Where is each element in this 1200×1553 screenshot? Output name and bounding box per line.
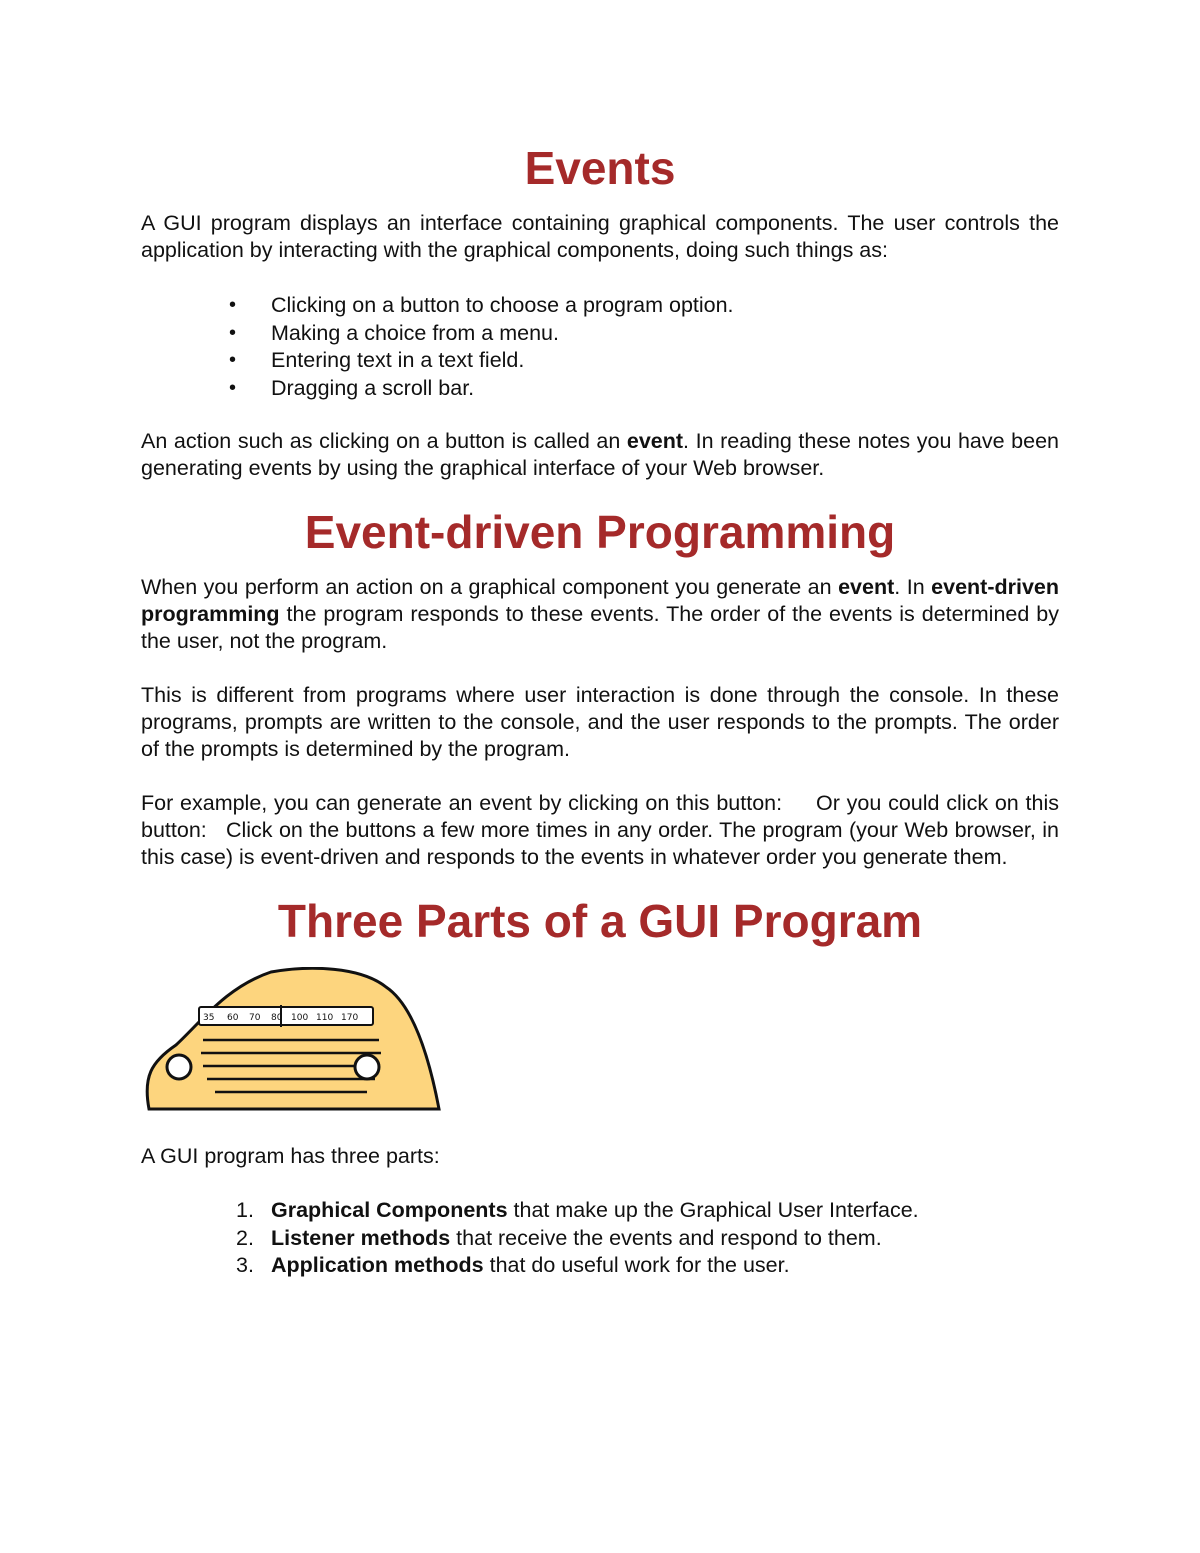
right-knob [355,1055,379,1079]
event-driven-p2: This is different from programs where user interaction is done through the console. In these programs, prompts are written to the console, and the user responds to the prompts. The order of the prompts is determined by the program. [141,683,1059,761]
list-item: • Making a choice from a menu. [141,320,1059,348]
dial-label: 170 [341,1013,359,1023]
parts-list [141,1197,1059,1280]
list-item: • Dragging a scroll bar. [141,375,1059,403]
dial-label: 80 [271,1013,283,1023]
list-item: 2. Listener methods that receive the events and respond to them. [236,1225,882,1250]
list-item: • Clicking on a button to choose a program option. [141,292,1059,320]
list-item: 1. Graphical Components that make up the Graphical User Interface. [236,1198,919,1222]
event-driven-p3: For example, you can generate an event by clicking on this button: Or you could click on this button: Click on the buttons a few more times in any order. The program (your Web browser, in this case) is event-driven and responds to the events in whatever order you generate them. [141,791,1065,869]
document-body [141,140,1065,1280]
heading-events: Events [524,142,676,194]
heading-event-driven: Event-driven Programming [304,506,896,558]
dial-label: 60 [227,1013,239,1023]
events-intro: A GUI program displays an interface containing graphical components. The user controls the application by interacting with the graphical components, doing such things as: [141,211,1059,262]
left-knob [167,1055,191,1079]
dial-label: 110 [316,1013,334,1023]
list-item: 3. Application methods that do useful work for the user. [236,1253,790,1277]
list-item: • Entering text in a text field. [141,347,1059,375]
radio-body [147,968,439,1109]
dial-label: 70 [249,1013,261,1023]
heading-three-parts: Three Parts of a GUI Program [277,895,923,947]
radio-illustration [141,967,441,1117]
event-definition: An action such as clicking on a button is called an event. In reading these notes you have been generating events by using the graphical interface of your Web browser. [141,429,1059,480]
dial-label: 100 [291,1013,309,1023]
event-driven-p1: When you perform an action on a graphical component you generate an event. In event-driven programming the program responds to these events. The order of the events is determined by the user, not the program. [141,575,1060,653]
dial-label: 35 [203,1013,215,1023]
parts-intro: A GUI program has three parts: [141,1144,440,1168]
event-actions-list [141,292,1059,402]
